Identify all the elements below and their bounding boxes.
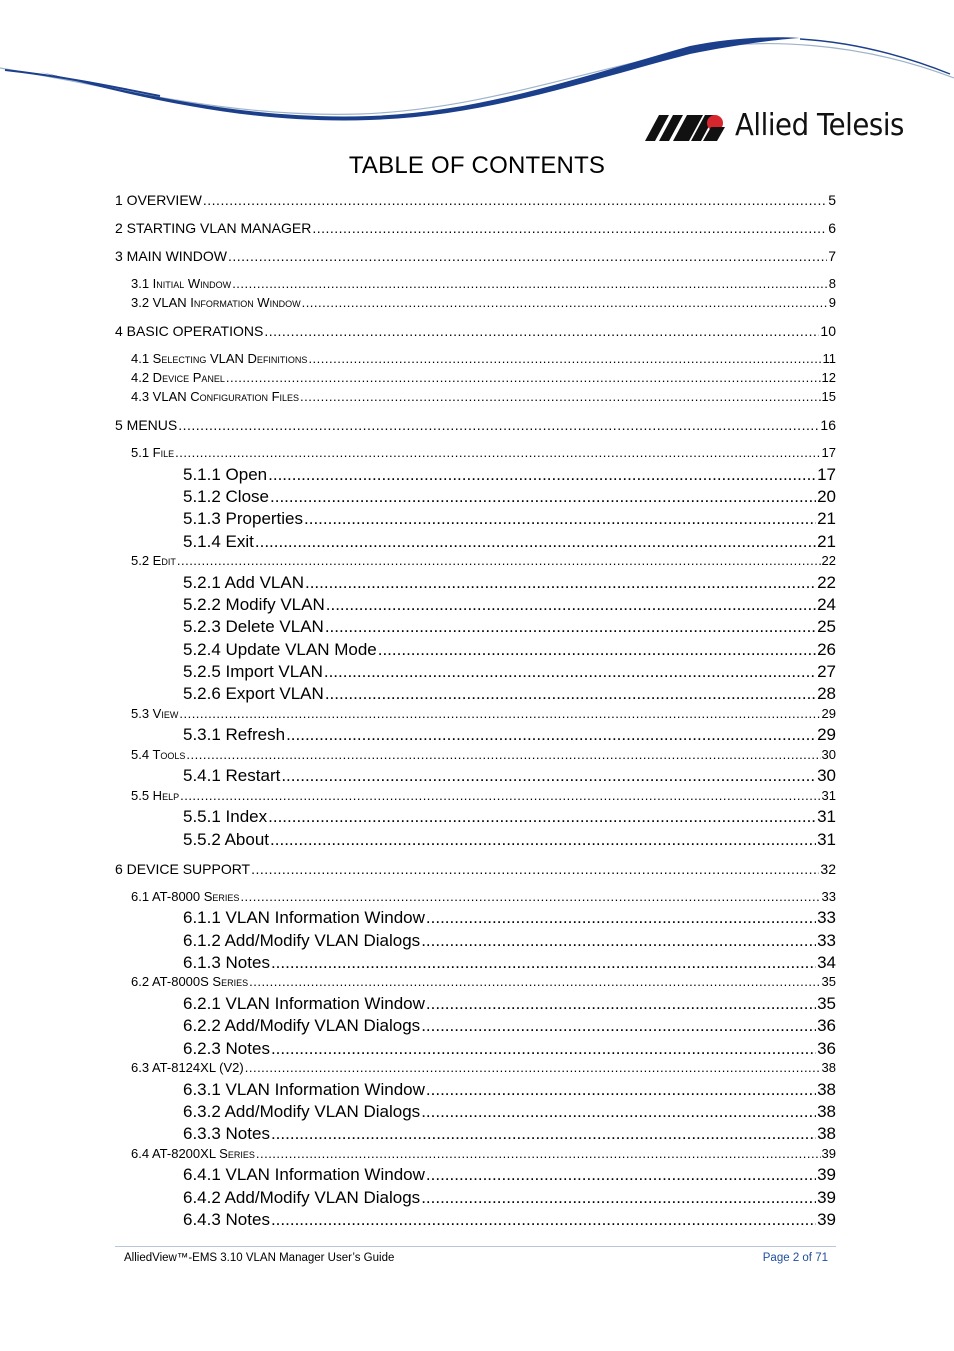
toc-entry-level2[interactable] [131,389,836,404]
toc-entry-page: 38 [817,1102,836,1121]
toc-dot-leader [264,323,819,339]
toc-entry-level3[interactable] [183,1016,836,1036]
toc-entry-title: 6.1.2 Add/Modify VLAN Dialogs [183,931,421,950]
footer-divider [115,1246,836,1247]
toc-entry-title: 6.3.2 Add/Modify VLAN Dialogs [183,1102,421,1121]
toc-entry-page: 31 [817,830,836,849]
toc-entry-title: 5.2.4 Update VLAN Mode [183,640,377,659]
toc-dot-leader [325,617,816,637]
toc-entry-level3[interactable] [183,908,836,928]
toc-entry-page: 39 [821,1146,836,1161]
toc-entry-page: 10 [820,323,836,339]
toc-entry-page: 35 [817,994,836,1013]
toc-dot-leader [180,788,820,803]
toc-entry-level3[interactable] [183,1210,836,1230]
toc-dot-leader [271,1039,816,1059]
toc-entry-page: 33 [821,889,836,904]
toc-entry-level1[interactable] [115,220,836,236]
toc-dot-leader [302,295,828,310]
toc-entry-title: 3 MAIN WINDOW [115,248,227,264]
toc-entry-page: 5 [828,192,836,208]
toc-entry-page: 38 [817,1080,836,1099]
toc-entry-level3[interactable] [183,1080,836,1100]
toc-entry-title: 6.3.1 VLAN Information Window [183,1080,425,1099]
toc-entry-page: 17 [821,445,836,460]
toc-entry-page: 38 [817,1124,836,1143]
toc-entry-level2[interactable] [131,295,836,310]
toc-entry-level1[interactable] [115,417,836,433]
toc-entry-page: 29 [821,706,836,721]
toc-entry-title: 5 MENUS [115,417,178,433]
toc-entry-page: 15 [821,389,836,404]
toc-dot-leader [325,684,816,704]
toc-dot-leader [421,1188,816,1208]
toc-dot-leader [249,974,820,989]
toc-entry-page: 39 [817,1188,836,1207]
toc-entry-title: 5.5.2 About [183,830,270,849]
toc-dot-leader [270,487,816,507]
toc-entry-level3[interactable] [183,640,836,660]
toc-entry-page: 34 [817,953,836,972]
toc-dot-leader [268,807,816,827]
toc-entry-level3[interactable] [183,807,836,827]
toc-dot-leader [421,931,816,951]
toc-entry-page: 21 [817,532,836,551]
toc-entry-page: 31 [817,807,836,826]
toc-entry-title: 6.4.2 Add/Modify VLAN Dialogs [183,1188,421,1207]
toc-entry-level3[interactable] [183,725,836,745]
toc-entry-page: 22 [821,553,836,568]
toc-entry-level2[interactable] [131,276,836,291]
toc-entry-title: 5.3.1 Refresh [183,725,286,744]
toc-entry-level3[interactable] [183,684,836,704]
toc-entry-page: 38 [821,1060,836,1075]
toc-entry-page: 20 [817,487,836,506]
toc-entry-page: 36 [817,1016,836,1035]
toc-dot-leader [324,662,816,682]
toc-entry-title: 6.4 AT-8200XL Series [131,1146,255,1161]
toc-dot-leader [426,908,816,928]
toc-entry-page: 33 [817,908,836,927]
toc-entry-level2[interactable] [131,788,836,803]
toc-entry-level3[interactable] [183,1039,836,1059]
toc-entry-level3[interactable] [183,1102,836,1122]
toc-dot-leader [271,953,816,973]
toc-entry-page: 29 [817,725,836,744]
toc-entry-title: 5.2.2 Modify VLAN [183,595,325,614]
toc-entry-title: 2 STARTING VLAN MANAGER [115,220,312,236]
toc-dot-leader [270,830,816,850]
toc-dot-leader [268,465,816,485]
toc-entry-page: 8 [828,276,836,291]
toc-dot-leader [326,595,816,615]
toc-entry-page: 17 [817,465,836,484]
toc-entry-page: 16 [820,417,836,433]
toc-entry-level3[interactable] [183,595,836,615]
toc-entry-level3[interactable] [183,662,836,682]
toc-entry-level3[interactable] [183,509,836,529]
toc-entry-level1[interactable] [115,861,836,877]
toc-entry-title: 3.1 Initial Window [131,276,232,291]
toc-entry-page: 26 [817,640,836,659]
toc-entry-title: 5.3 View [131,706,179,721]
toc-entry-title: 3.2 VLAN Information Window [131,295,301,310]
toc-entry-title: 5.1 File [131,445,175,460]
toc-dot-leader [245,1060,821,1075]
toc-entry-title: 6.4.3 Notes [183,1210,270,1229]
toc-entry-title: 6.3.3 Notes [183,1124,270,1143]
toc-entry-title: 6.2.3 Notes [183,1039,270,1058]
toc-entry-page: 7 [828,248,836,264]
toc-dot-leader [426,1165,816,1185]
toc-entry-title: 5.2.6 Export VLAN [183,684,324,703]
toc-entry-page: 22 [817,573,836,592]
toc-dot-leader [426,1080,816,1100]
toc-dot-leader [232,276,828,291]
toc-entry-title: 5.1.2 Close [183,487,269,506]
toc-entry-page: 28 [817,684,836,703]
toc-dot-leader [300,389,820,404]
toc-entry-title: 6 DEVICE SUPPORT [115,861,251,877]
toc-entry-title: 5.4 Tools [131,747,186,762]
toc-entry-level3[interactable] [183,931,836,951]
toc-entry-title: 6.4.1 VLAN Information Window [183,1165,425,1184]
toc-entry-page: 33 [817,931,836,950]
toc-entry-page: 32 [820,861,836,877]
toc-dot-leader [304,509,816,529]
toc-entry-title: 6.2.2 Add/Modify VLAN Dialogs [183,1016,421,1035]
toc-entry-level3[interactable] [183,1165,836,1185]
toc-entry-level2[interactable] [131,747,836,762]
toc-entry-page: 30 [821,747,836,762]
toc-entry-title: 4.2 Device Panel [131,370,225,385]
toc-entry-level1[interactable] [115,323,836,339]
toc-entry-level3[interactable] [183,573,836,593]
toc-dot-leader [177,553,821,568]
page-title: TABLE OF CONTENTS [348,152,606,179]
toc-entry-page: 31 [821,788,836,803]
toc-entry-page: 39 [817,1210,836,1229]
toc-dot-leader [281,766,816,786]
toc-entry-level3[interactable] [183,465,836,485]
toc-entry-page: 6 [828,220,836,236]
toc-entry-title: 6.3 AT-8124XL (V2) [131,1060,244,1075]
toc-entry-page: 30 [817,766,836,785]
toc-dot-leader [226,370,821,385]
toc-dot-leader [421,1102,816,1122]
toc-dot-leader [255,532,816,552]
toc-entry-title: 5.2 Edit [131,553,176,568]
footer-page-number: Page 2 of 71 [762,1252,828,1264]
toc-entry-page: 24 [817,595,836,614]
toc-entry-page: 9 [828,295,836,310]
toc-dot-leader [426,994,816,1014]
toc-entry-level2[interactable] [131,706,836,721]
toc-entry-title: 5.4.1 Restart [183,766,281,785]
toc-entry-page: 25 [817,617,836,636]
toc-entry-title: 5.2.1 Add VLAN [183,573,304,592]
toc-dot-leader [305,573,816,593]
toc-entry-title: 5.1.4 Exit [183,532,254,551]
toc-entry-page: 12 [821,370,836,385]
toc-entry-page: 36 [817,1039,836,1058]
toc-entry-title: 6.1.3 Notes [183,953,270,972]
toc-entry-level2[interactable] [131,889,836,904]
toc-entry-level2[interactable] [131,1060,836,1075]
toc-dot-leader [186,747,820,762]
toc-entry-title: 5.5 Help [131,788,180,803]
toc-dot-leader [175,445,820,460]
toc-entry-title: 4.3 VLAN Configuration Files [131,389,300,404]
toc-entry-level3[interactable] [183,487,836,507]
toc-entry-level3[interactable] [183,1124,836,1144]
toc-entry-level2[interactable] [131,1146,836,1161]
toc-entry-level2[interactable] [131,445,836,460]
toc-entry-level3[interactable] [183,532,836,552]
toc-entry-title: 5.1.3 Properties [183,509,304,528]
toc-dot-leader [178,417,819,433]
toc-dot-leader [312,220,827,236]
toc-entry-level3[interactable] [183,766,836,786]
toc-entry-title: 6.1 AT-8000 Series [131,889,240,904]
toc-dot-leader [203,192,827,208]
toc-entry-level2[interactable] [131,974,836,989]
toc-entry-level3[interactable] [183,1188,836,1208]
toc-entry-level2[interactable] [131,351,836,366]
logo-wordmark: Allied Telesis [735,108,904,143]
toc-entry-title: 1 OVERVIEW [115,192,202,208]
toc-entry-title: 5.2.3 Delete VLAN [183,617,324,636]
footer-document-title: AlliedView™-EMS 3.10 VLAN Manager User’s Guide [124,1252,395,1264]
toc-dot-leader [421,1016,816,1036]
toc-entry-page: 27 [817,662,836,681]
toc-entry-title: 5.2.5 Import VLAN [183,662,323,681]
toc-entry-page: 39 [817,1165,836,1184]
toc-dot-leader [286,725,816,745]
toc-dot-leader [271,1210,816,1230]
toc-entry-level1[interactable] [115,192,836,208]
toc-dot-leader [378,640,816,660]
toc-entry-level1[interactable] [115,248,836,264]
toc-entry-level2[interactable] [131,370,836,385]
toc-entry-level2[interactable] [131,553,836,568]
toc-entry-level3[interactable] [183,617,836,637]
toc-dot-leader [179,706,820,721]
toc-dot-leader [228,248,827,264]
toc-entry-level3[interactable] [183,994,836,1014]
toc-dot-leader [251,861,819,877]
toc-entry-title: 6.2.1 VLAN Information Window [183,994,425,1013]
toc-entry-page: 21 [817,509,836,528]
toc-dot-leader [271,1124,816,1144]
toc-entry-page: 11 [822,351,836,366]
toc-dot-leader [256,1146,821,1161]
toc-entry-level3[interactable] [183,830,836,850]
toc-entry-title: 6.2 AT-8000S Series [131,974,249,989]
toc-entry-title: 4 BASIC OPERATIONS [115,323,264,339]
toc-dot-leader [308,351,821,366]
toc-entry-level3[interactable] [183,953,836,973]
toc-entry-title: 6.1.1 VLAN Information Window [183,908,425,927]
toc-entry-title: 5.5.1 Index [183,807,268,826]
toc-entry-title: 5.1.1 Open [183,465,268,484]
toc-entry-title: 4.1 Selecting VLAN Definitions [131,351,308,366]
toc-dot-leader [240,889,820,904]
toc-entry-page: 35 [821,974,836,989]
